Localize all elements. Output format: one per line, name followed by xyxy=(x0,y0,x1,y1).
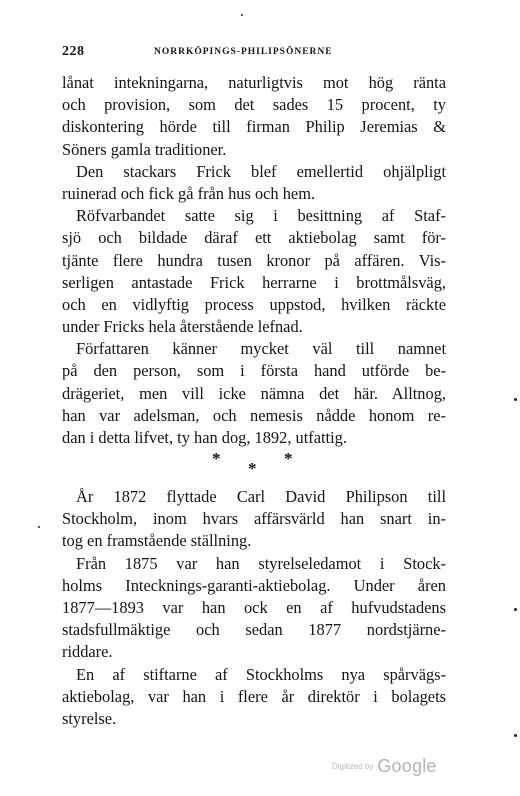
print-speck xyxy=(514,734,517,737)
text-line: 1877—1893 var han ock en af hufvudstadens xyxy=(62,597,446,617)
text-line: lånat intekningarna, naturligtvis mot hög ränta xyxy=(62,73,446,92)
text-line: holms Intecknings-garanti-aktiebolag. Under åren xyxy=(62,575,446,595)
print-speck xyxy=(241,14,243,16)
text-line: tjänte flere hundra tusen kronor på affären. Vis- xyxy=(62,250,446,270)
text-line: stadsfullmäktige och sedan 1877 nordstjärne- xyxy=(62,620,446,640)
text-line: serligen antastade Frick herrarne i brottmålsväg, xyxy=(62,272,446,292)
text-line: År 1872 flyttade Carl David Philipson till xyxy=(76,487,446,506)
text-line: diskontering hörde till firman Philip Jeremias & xyxy=(62,117,446,137)
running-head: NORRKÖPINGS-PHILIPSÖNERNE xyxy=(154,47,333,57)
text-line: ruinerad och fick gå från hus och hem. xyxy=(62,183,316,203)
text-block-1 xyxy=(62,72,446,449)
text-line: drägeriet, men vill icke nämna det här. Alltnog, xyxy=(62,383,446,403)
text-line: sjö och bildade däraf ett aktiebolag samt för- xyxy=(62,228,446,248)
digitized-by-label: Digitized by xyxy=(332,762,374,771)
page-header xyxy=(62,44,446,62)
separator-star: * xyxy=(248,459,257,478)
text-line: han var adelsman, och nemesis nådde honom re- xyxy=(62,405,446,425)
text-line: Den stackars Frick blef emellertid ohjälpligt xyxy=(76,161,446,181)
text-line: Stockholm, inom hvars affärsvärld han snart in- xyxy=(62,509,446,529)
text-line: dan i detta lifvet, ty han dog, 1892, utfattig. xyxy=(62,428,347,447)
digitized-by-google-watermark xyxy=(332,756,437,778)
text-line: på den person, som i första hand utförde be- xyxy=(62,361,446,381)
print-speck xyxy=(514,608,517,611)
text-line: under Fricks hela återstående lefnad. xyxy=(62,317,303,337)
text-line: styrelse. xyxy=(62,708,117,728)
text-line: riddare. xyxy=(62,642,113,662)
text-line: Röfvarbandet satte sig i besittning af Staf- xyxy=(76,206,446,226)
page-number: 228 xyxy=(62,44,85,59)
text-line: Söners gamla traditioner. xyxy=(62,139,227,159)
text-line: aktiebolag, var han i flere år direktör i bolagets xyxy=(62,686,446,706)
text-line: och en vidlyftig process uppstod, hvilken räckte xyxy=(62,294,446,314)
separator-star: * xyxy=(212,449,221,468)
section-separator xyxy=(0,448,520,480)
google-logo: Google xyxy=(377,756,437,776)
text-block-2 xyxy=(62,486,446,730)
separator-star: * xyxy=(284,449,293,468)
print-speck xyxy=(514,398,517,401)
print-speck xyxy=(38,526,40,528)
text-line: En af stiftarne af Stockholms nya spårvägs- xyxy=(76,664,446,684)
text-line: och provision, som det sades 15 procent, ty xyxy=(62,95,446,115)
text-line: Författaren känner mycket väl till namnet xyxy=(76,339,446,359)
text-line: Från 1875 var han styrelseledamot i Stock- xyxy=(76,553,446,573)
text-line: tog en framstående ställning. xyxy=(62,531,252,551)
